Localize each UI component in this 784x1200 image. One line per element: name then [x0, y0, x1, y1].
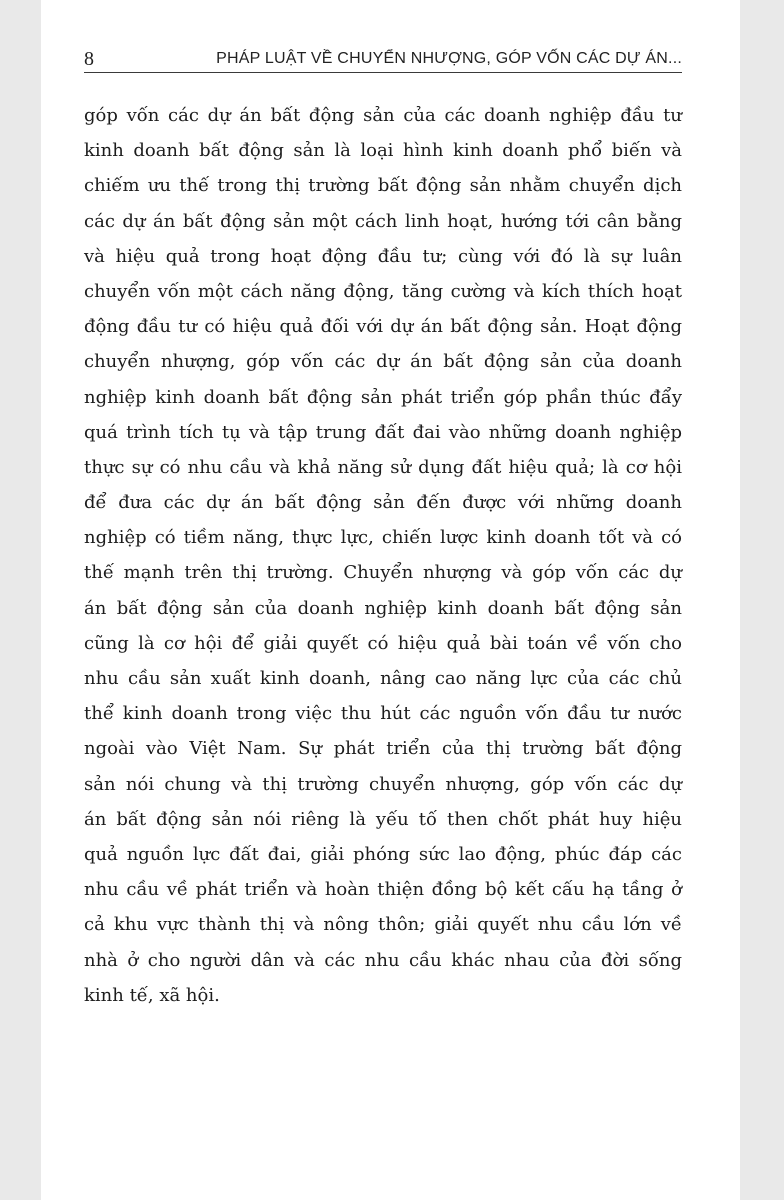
text-line: thực sự có nhu cầu và khả năng sử dụng đất hiệu quả; là cơ hội [84, 456, 682, 478]
text-line: chuyển vốn một cách năng động, tăng cường và kích thích hoạt [84, 280, 682, 302]
text-line: nghiệp kinh doanh bất động sản phát triển góp phần thúc đẩy [84, 386, 682, 408]
text-line: quả nguồn lực đất đai, giải phóng sức lao động, phúc đáp các [84, 843, 682, 865]
text-line: thể kinh doanh trong việc thu hút các nguồn vốn đầu tư nước [84, 703, 682, 725]
text-line: động đầu tư có hiệu quả đối với dự án bất động sản. Hoạt động [84, 316, 682, 338]
body-paragraph [84, 98, 682, 1013]
text-line: nghiệp có tiềm năng, thực lực, chiến lược kinh doanh tốt và có [84, 527, 682, 549]
text-line: án bất động sản nói riêng là yếu tố then chốt phát huy hiệu [84, 808, 682, 830]
text-line: cũng là cơ hội để giải quyết có hiệu quả bài toán về vốn cho [84, 632, 682, 654]
running-header [84, 46, 682, 73]
text-line: quá trình tích tụ và tập trung đất đai vào những doanh nghiệp [84, 421, 682, 443]
text-line: án bất động sản của doanh nghiệp kinh doanh bất động sản [84, 597, 682, 619]
text-line: kinh doanh bất động sản là loại hình kinh doanh phổ biến và [84, 140, 682, 162]
text-line: và hiệu quả trong hoạt động đầu tư; cùng với đó là sự luân [84, 245, 682, 267]
text-line: nhà ở cho người dân và các nhu cầu khác nhau của đời sống [84, 949, 682, 971]
text-line: cả khu vực thành thị và nông thôn; giải quyết nhu cầu lớn về [84, 914, 682, 936]
text-line: ngoài vào Việt Nam. Sự phát triển của thị trường bất động [84, 738, 682, 760]
page-number: 8 [84, 48, 94, 70]
text-line: nhu cầu sản xuất kinh doanh, nâng cao năng lực của các chủ [84, 668, 682, 689]
text-line: các dự án bất động sản một cách linh hoạt, hướng tới cân bằng [84, 210, 682, 232]
text-line: góp vốn các dự án bất động sản của các doanh nghiệp đầu tư [84, 105, 682, 126]
text-line: để đưa các dự án bất động sản đến được với những doanh [84, 492, 682, 514]
text-line: chiếm ưu thế trong thị trường bất động sản nhằm chuyển dịch [84, 175, 682, 197]
text-line: kinh tế, xã hội. [84, 984, 220, 1006]
text-line: chuyển nhượng, góp vốn các dự án bất động sản của doanh [84, 351, 682, 373]
running-title: PHÁP LUẬT VỀ CHUYỂN NHƯỢNG, GÓP VỐN CÁC DỰ ÁN... [216, 50, 682, 67]
book-page [41, 0, 740, 1200]
text-line: thế mạnh trên thị trường. Chuyển nhượng và góp vốn các dự [84, 562, 682, 584]
text-line: nhu cầu về phát triển và hoàn thiện đồng bộ kết cấu hạ tầng ở [84, 879, 682, 901]
text-line: sản nói chung và thị trường chuyển nhượng, góp vốn các dự [84, 773, 682, 795]
